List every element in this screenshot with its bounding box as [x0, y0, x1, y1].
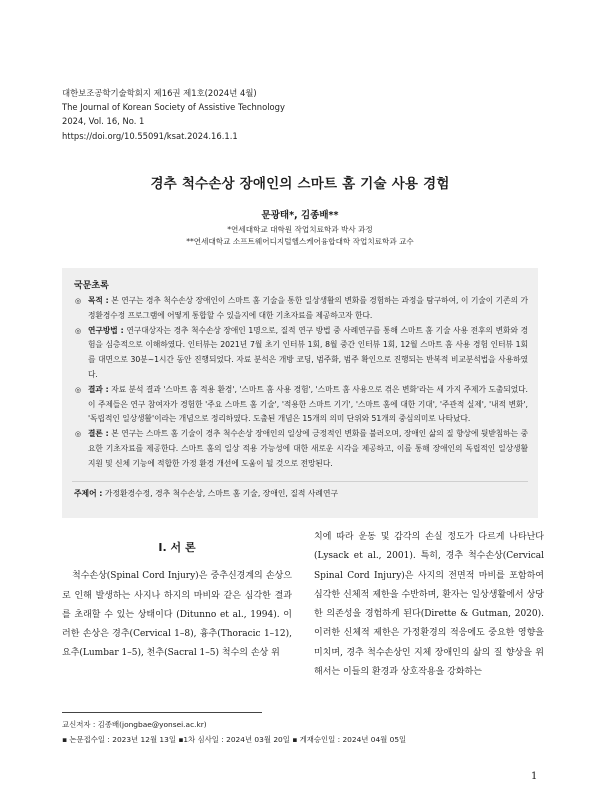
paper-title: 경추 척수손상 장애인의 스마트 홈 기술 사용 경험 — [150, 176, 450, 192]
abstract-item-text: 본 연구는 스마트 홈 기술이 경추 척수손상 장애인의 일상에 긍정적인 변화를 불러오며, 장애인 삶의 질 향상에 뒷받침하는 중요한 기초자료를 제공한다. 스마트 홈의 일상 적용 가능성에 대한 새로운 시각을 제공하고, 이를 통해 장애인의 독립적인 일상생활 지원 및 신체 기능에 적합한 가정 환경 개선에 도움이 될 것으로 전망된다. — [88, 429, 528, 468]
abstract-item-label: 목적 : — [88, 296, 109, 305]
journal-doi-link[interactable]: https://doi.org/10.55091/ksat.2024.16.1.1 — [62, 130, 238, 141]
body-paragraph: 치에 따라 운동 및 감각의 손실 정도가 다르게 나타난다 (Lysack et al., 2001). 특히, 경추 척수손상(Cervical Spinal Cord Injury)은 사지의 전면적 마비를 포함하여 심각한 신체적 제한을 수반하며, 환자는 일상생활에서 상당한 의존성을 경험하게 된다(Dirette & Gutman, 2020). 이러한 신체적 제한은 가정환경의 적응에도 중요한 영향을 미치며, 경추 척수손상인 지체 장애인의 삶의 질 향상을 위해서는 이들의 환경과 상호작용을 강화하는 — [314, 532, 544, 678]
abstract-item-text: 본 연구는 경추 척수손상 장애인이 스마트 홈 기술을 통한 일상생활의 변화를 경험하는 과정을 탐구하여, 이 기술이 기존의 가정환경수정 프로그램에 어떻게 통합할 수 있을지에 대한 기초자료를 제공하고자 한다. — [88, 296, 528, 320]
corresponding-author: 교신저자 : 김종배(jongbae@yonsei.ac.kr) — [62, 720, 207, 729]
section-heading: Ⅰ. 서 론 — [158, 541, 196, 554]
abstract-item-text: 자료 분석 결과 '스마트 홈 적용 환경', '스마트 홈 사용 경험', '스마트 홈 사용으로 겪은 변화'라는 세 가지 주제가 도출되었다. 이 주제들은 연구 참여자가 경험한 '주요 스마트 홈 기술', '적용한 스마트 기기', '스마트 홈에 대한 기대', '주관적 실제', '내적 변화', '독립적인 일상생활'이라는 개념으로 정리하였다. 도출된 개념은 15개의 의미 단위와 51개의 중심의미로 나타났다. — [88, 384, 529, 424]
body-right-column — [314, 528, 544, 682]
paper-authors: 문광태*, 김종배** — [261, 210, 339, 221]
journal-english-name: The Journal of Korean Society of Assistive Technology — [62, 102, 285, 113]
bullet-icon: ◎ — [75, 385, 82, 394]
abstract-item-text: 연구대상자는 경추 척수손상 장애인 1명으로, 질적 연구 방법 중 사례연구를 통해 스마트 홈 기술 사용 전후의 변화와 경험을 심층적으로 이해하였다. 인터뷰는 2021년 7월 초기 인터뷰 1회, 8월 중간 인터뷰 1회, 12월 스마트 홈 사용 경험 인터뷰 1회를 대면으로 30분~1시간 동안 진행되었다. 자료 분석은 개방 코딩, 범주화, 범주 확인으로 진행되는 반복적 비교분석법을 사용하였다. — [88, 325, 528, 379]
abstract-item-label: 결과 : — [88, 384, 109, 394]
journal-info — [62, 86, 285, 143]
abstract-divider — [72, 481, 528, 482]
abstract-item-label: 결론 : — [88, 429, 109, 439]
bullet-icon: ◎ — [75, 297, 82, 305]
abstract-method — [72, 324, 528, 383]
footnote-divider — [62, 712, 262, 713]
journal-korean-name: 대한보조공학기술학회지 제16권 제1호(2024년 4월) — [62, 88, 257, 98]
body-paragraph: 척수손상(Spinal Cord Injury)은 중추신경계의 손상으로 인해 발생하는 사지나 하지의 마비와 같은 심각한 결과를 초래할 수 있는 상태이다 (Ditunno et al., 1994). 이러한 손상은 경추(Cervical 1–8), 흉추(Thoracic 1–12), 요추(Lumbar 1–5), 천추(Sacral 1–5) 척수의 손상 위 — [62, 571, 292, 659]
abstract-conclusion — [72, 427, 528, 471]
journal-volume: 2024, Vol. 16, No. 1 — [62, 116, 145, 127]
page-number: 1 — [531, 771, 538, 782]
abstract-results — [72, 383, 528, 427]
bullet-icon: ◎ — [75, 430, 82, 439]
abstract-heading: 국문초록 — [74, 281, 109, 291]
body-left-column — [62, 528, 292, 664]
affiliation-1: *연세대학교 대학원 작업치료학과 박사 과정 — [227, 225, 373, 234]
affiliation-2: **연세대학교 소프트웨어디지털헬스케어융합대학 작업치료학과 교수 — [186, 237, 414, 246]
abstract-purpose — [72, 294, 528, 324]
keywords-label: 주제어 : — [74, 488, 103, 498]
abstract-item-label: 연구방법 : — [88, 325, 124, 335]
abstract-box — [62, 268, 538, 518]
submission-dates: ▪ 논문접수일 : 2023년 12월 13일 ▪1차 심사일 : 2024년 03월 20일 ▪ 게재승인일 : 2024년 04월 05일 — [62, 735, 407, 744]
bullet-icon: ◎ — [75, 326, 82, 335]
keywords-text: 가정환경수정, 경추 척수손상, 스마트 홈 기술, 장애인, 질적 사례연구 — [102, 488, 339, 498]
keywords — [72, 488, 528, 499]
